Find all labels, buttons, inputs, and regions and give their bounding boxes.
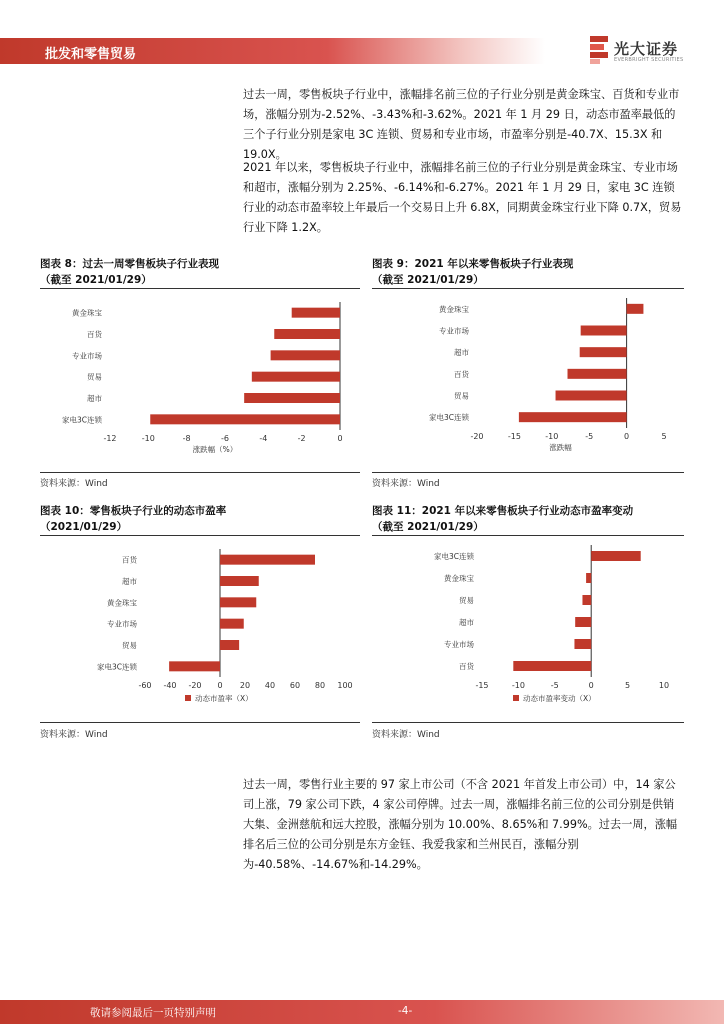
fig9-source: 资料来源：Wind xyxy=(372,479,440,489)
tick-label-2: -8 xyxy=(182,434,191,443)
bar-1 xyxy=(274,329,340,339)
category-label-1: 黄金珠宝 xyxy=(444,574,474,583)
fig9-title-text: 图表 9：2021 年以来零售板块子行业表现 xyxy=(372,258,574,270)
fig10-top-rule xyxy=(40,535,360,536)
tick-label-0: -20 xyxy=(470,432,484,441)
bar-3 xyxy=(575,617,591,627)
category-label-3: 百货 xyxy=(454,369,469,379)
category-label-2: 专业市场 xyxy=(72,351,102,361)
logo-mark-icon xyxy=(590,36,608,64)
category-label-1: 专业市场 xyxy=(439,326,469,336)
fig10-subtitle: （2021/01/29） xyxy=(40,521,128,533)
paragraph-1: 过去一周，零售板块子行业中，涨幅排名前三位的子行业分别是黄金珠宝、百货和专业市场，涨幅分别为-2.52%、-3.43%和-3.62%。2021 年 1 月 29 日，动态市盈率最低的三个子行业分别是家电 3C 连锁、贸易和专业市场，市盈率分别是-40.7X、15.3X 和 19.0X。 xyxy=(243,88,680,161)
fig11-chart xyxy=(372,539,684,719)
tick-label-1: -10 xyxy=(141,434,155,443)
category-label-5: 家电3C连锁 xyxy=(96,662,137,672)
tick-label-2: -5 xyxy=(550,681,559,690)
category-label-4: 超市 xyxy=(87,394,102,403)
category-label-2: 超市 xyxy=(454,348,469,358)
logo xyxy=(590,36,690,66)
fig11-bottom-rule xyxy=(372,722,684,723)
bar-4 xyxy=(556,391,627,401)
tick-label-3: 0 xyxy=(588,681,594,690)
header-title: 批发和零售贸易 xyxy=(45,47,137,62)
page-number: -4- xyxy=(398,1005,413,1017)
category-label-4: 贸易 xyxy=(122,641,137,650)
category-label-4: 专业市场 xyxy=(444,640,474,649)
fig8-source: 资料来源：Wind xyxy=(40,479,108,489)
category-label-2: 黄金珠宝 xyxy=(107,598,137,608)
fig8-subtitle: （截至 2021/01/29） xyxy=(40,274,152,286)
category-label-5: 家电3C连锁 xyxy=(61,415,102,425)
category-label-3: 超市 xyxy=(459,618,474,627)
category-label-5: 家电3C连锁 xyxy=(428,413,469,423)
category-label-3: 专业市场 xyxy=(107,619,137,629)
legend-swatch xyxy=(185,695,191,701)
bar-5 xyxy=(519,412,627,422)
tick-label-5: 40 xyxy=(264,681,276,690)
fig10-title-text: 图表 10：零售板块子行业的动态市盈率 xyxy=(40,505,227,517)
category-label-0: 家电3C连锁 xyxy=(433,552,474,561)
fig8-title xyxy=(40,256,219,288)
category-label-0: 黄金珠宝 xyxy=(439,304,469,314)
paragraph-2: 2021 年以来，零售板块子行业中，涨幅排名前三位的子行业分别是黄金珠宝、专业市场和超市，涨幅分别为 2.25%、-6.14%和-6.27%。2021 年 1 月 29 日，家电 3C 连锁行业的动态市盈率较上年最后一个交易日上升 6.8X，同期黄金珠宝行业下降 0.7X，贸易行业下降 1.2X。 xyxy=(243,161,682,234)
bar-5 xyxy=(150,414,340,424)
bar-3 xyxy=(252,372,340,382)
bar-1 xyxy=(220,576,259,586)
tick-label-3: -5 xyxy=(585,432,594,441)
fig11-subtitle: （截至 2021/01/29） xyxy=(372,521,484,533)
category-label-2: 贸易 xyxy=(459,596,474,605)
bar-2 xyxy=(271,350,340,360)
category-label-0: 百货 xyxy=(122,555,137,565)
fig9-chart xyxy=(372,292,684,470)
x-axis-label: 涨跌幅（%） xyxy=(192,445,238,454)
fig11-title xyxy=(372,503,633,535)
bar-3 xyxy=(568,369,627,379)
fig11-title-text: 图表 11：2021 年以来零售板块子行业动态市盈率变动 xyxy=(372,505,634,517)
fig8-chart xyxy=(40,292,360,470)
tick-label-1: -15 xyxy=(507,432,521,441)
fig8-bottom-rule xyxy=(40,472,360,473)
tick-label-4: -4 xyxy=(259,434,268,443)
bar-3 xyxy=(220,619,244,629)
tick-label-6: 60 xyxy=(289,681,301,690)
bar-1 xyxy=(581,326,627,336)
category-label-4: 贸易 xyxy=(454,391,469,401)
tick-label-3: 0 xyxy=(217,681,223,690)
legend-label: 动态市盈率（X） xyxy=(195,694,253,703)
tick-label-5: 10 xyxy=(658,681,670,690)
legend-swatch xyxy=(513,695,519,701)
tick-label-4: 0 xyxy=(624,432,630,441)
tick-label-3: -6 xyxy=(221,434,229,443)
category-label-1: 百货 xyxy=(87,330,102,339)
category-label-5: 百货 xyxy=(459,662,474,671)
bar-1 xyxy=(586,573,591,583)
tick-label-1: -40 xyxy=(163,681,177,690)
tick-label-2: -10 xyxy=(545,432,559,441)
bar-0 xyxy=(591,551,641,561)
tick-label-5: 5 xyxy=(661,432,667,441)
x-axis-label: 涨跌幅 xyxy=(549,443,572,452)
fig10-chart xyxy=(40,539,360,719)
bar-5 xyxy=(513,661,591,671)
fig8-top-rule xyxy=(40,288,360,289)
bar-2 xyxy=(580,347,627,357)
bar-5 xyxy=(169,661,220,671)
tick-label-0: -15 xyxy=(475,681,489,690)
tick-label-4: 20 xyxy=(239,681,251,690)
paragraph-3: 过去一周，零售行业主要的 97 家上市公司（不含 2021 年首发上市公司）中，14 家公司上涨，79 家公司下跌，4 家公司停牌。过去一周，涨幅排名前三位的公司分别是供销大集、金洲慈航和远大控股，涨幅分别为 10.00%、8.65%和 7.99%。过去一周，涨幅排名后三位的公司分别是东方金钰、我爱我家和兰州民百，涨幅分别为-40.58%、-14.67%和-14.29%。 xyxy=(243,778,678,871)
fig9-bottom-rule xyxy=(372,472,684,473)
bar-4 xyxy=(244,393,340,403)
bar-4 xyxy=(574,639,591,649)
category-label-3: 贸易 xyxy=(87,372,102,382)
fig10-source: 资料来源：Wind xyxy=(40,730,108,740)
bar-0 xyxy=(292,308,340,318)
fig9-subtitle: （截至 2021/01/29） xyxy=(372,274,484,286)
category-label-0: 黄金珠宝 xyxy=(72,308,102,318)
tick-label-5: -2 xyxy=(297,434,306,443)
legend-label: 动态市盈率变动（X） xyxy=(523,694,596,703)
tick-label-8: 100 xyxy=(337,681,353,690)
bar-0 xyxy=(220,555,315,565)
bar-4 xyxy=(220,640,239,650)
footer-disclaimer: 敬请参阅最后一页特别声明 xyxy=(90,1007,216,1019)
logo-sub: EVERBRIGHT SECURITIES xyxy=(614,57,684,63)
fig8-title-text: 图表 8：过去一周零售板块子行业表现 xyxy=(40,258,219,270)
fig11-top-rule xyxy=(372,535,684,536)
tick-label-0: -12 xyxy=(103,434,117,443)
category-label-1: 超市 xyxy=(122,577,137,586)
tick-label-1: -10 xyxy=(511,681,525,690)
logo-name: 光大证券 xyxy=(614,40,679,58)
tick-label-4: 5 xyxy=(625,681,631,690)
fig10-title xyxy=(40,503,226,535)
tick-label-0: -60 xyxy=(138,681,152,690)
tick-label-2: -20 xyxy=(188,681,202,690)
fig9-title xyxy=(372,256,573,288)
tick-label-7: 80 xyxy=(314,681,326,690)
bar-2 xyxy=(582,595,591,605)
fig9-top-rule xyxy=(372,288,684,289)
tick-label-6: 0 xyxy=(337,434,343,443)
fig10-bottom-rule xyxy=(40,722,360,723)
bar-2 xyxy=(220,597,256,607)
fig11-source: 资料来源：Wind xyxy=(372,730,440,740)
bar-0 xyxy=(627,304,644,314)
